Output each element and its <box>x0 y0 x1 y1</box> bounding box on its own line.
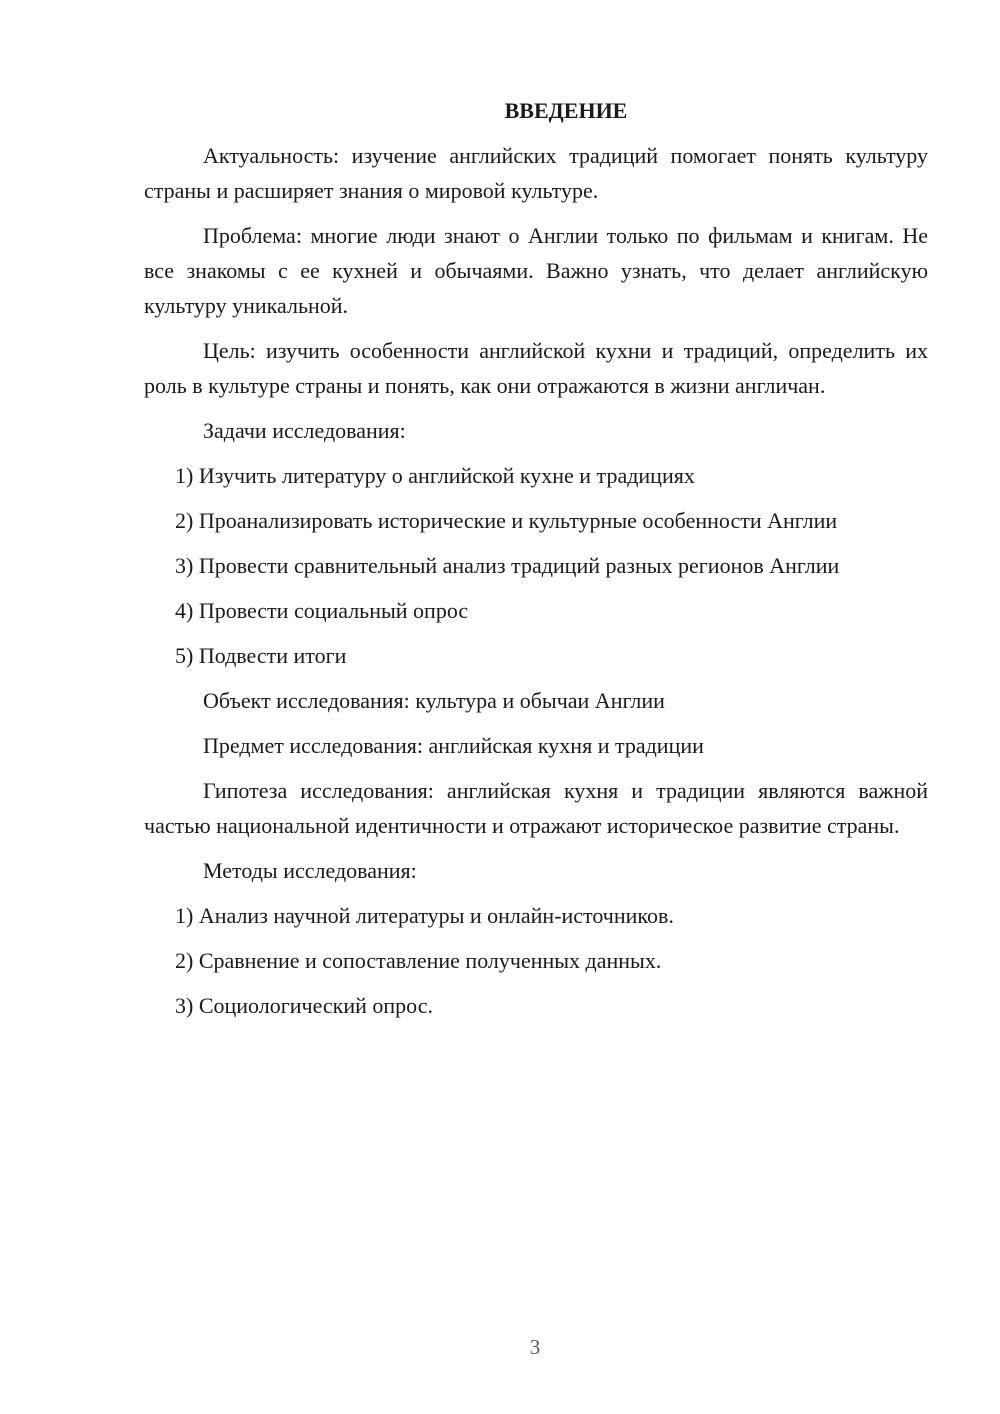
task-item: 5) Подвести итоги <box>175 643 347 668</box>
page-number: 3 <box>529 1335 541 1359</box>
task-item: 2) Проанализировать исторические и культурные особенности Англии <box>175 508 838 533</box>
methods-heading: Методы исследования: <box>203 858 417 883</box>
relevance-paragraph: Актуальность: изучение английских традиций помогает понять культуру страны и расширяет знания о мировой культуре. <box>144 143 928 203</box>
tasks-heading: Задачи исследования: <box>203 418 406 443</box>
method-item: 2) Сравнение и сопоставление полученных данных. <box>175 948 662 973</box>
problem-paragraph: Проблема: многие люди знают о Англии только по фильмам и книгам. Не все знакомы с ее кухней и обычаями. Важно узнать, что делает английскую культуру уникальной. <box>144 223 928 318</box>
research-subject: Предмет исследования: английская кухня и традиции <box>203 733 704 758</box>
hypothesis-paragraph: Гипотеза исследования: английская кухня и традиции являются важной частью национальной идентичности и отражают историческое развитие страны. <box>144 778 928 838</box>
goal-paragraph: Цель: изучить особенности английской кухни и традиций, определить их роль в культуре страны и понять, как они отражаются в жизни англичан. <box>144 338 928 398</box>
task-item: 4) Провести социальный опрос <box>175 598 469 623</box>
method-item: 1) Анализ научной литературы и онлайн-источников. <box>175 903 674 928</box>
research-object: Объект исследования: культура и обычаи Англии <box>203 688 665 713</box>
document-body <box>144 94 928 1033</box>
section-title: ВВЕДЕНИЕ <box>504 98 628 123</box>
task-item: 1) Изучить литературу о английской кухне и традициях <box>175 463 695 488</box>
task-item: 3) Провести сравнительный анализ традиций разных регионов Англии <box>175 553 840 578</box>
method-item: 3) Социологический опрос. <box>175 993 433 1018</box>
